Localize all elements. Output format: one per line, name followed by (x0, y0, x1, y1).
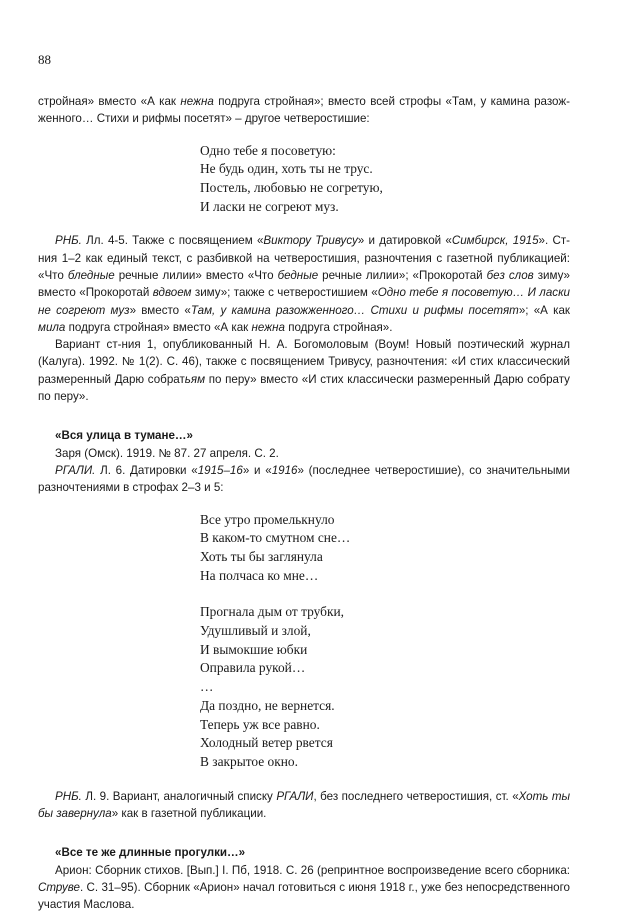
poem-line: В каком-то смутном сне… (200, 530, 351, 546)
text-run: » и датировкой « (357, 234, 452, 248)
poem-line: Все утро промелькнуло (200, 511, 335, 527)
text-run: зиму»; также с четверостишием « (191, 286, 378, 300)
text-run: подруга стройная» вместо «А как (65, 320, 252, 334)
poem-2 (200, 511, 570, 772)
text-run: женного… Стихи и рифмы посетят» – другое четверостишие: (38, 112, 370, 126)
italic-run: РГАЛИ (276, 789, 314, 803)
italic-run: нежна (180, 95, 214, 108)
text-run: Л. 9. Вариант, аналогичный списку (81, 789, 277, 803)
poem-line: … (200, 679, 214, 695)
text-run: . С. 31–95). Сборник «Арион» начал готовиться с июня 1918 г., уже без непосредственного участия Маслова. (38, 880, 570, 912)
poem-quatrain-1 (200, 142, 570, 217)
text-run: подруга стройная». (284, 320, 393, 334)
page-number: 88 (38, 52, 51, 67)
italic-run: РГАЛИ. (55, 463, 96, 477)
text-run: Арион: Сборник стихов. [Вып.] I. Пб, 1918. С. 26 (репринтное воспроизведение всего сборника: (55, 863, 570, 877)
text-run: по перу» вместо «И стих классически размеренный Дарю собрату по перу». (38, 372, 570, 404)
poem-line: На полчаса ко мне… (200, 567, 319, 583)
poem-stanza (200, 603, 570, 771)
poem-line: Да поздно, не вернется. (200, 697, 335, 713)
italic-run: бедные (277, 269, 319, 282)
page-body (38, 93, 570, 913)
paragraph-rgali (38, 462, 570, 497)
text-run: ». Ст-ния 1–2 как единый текст, с разбивкой на четверостишия, разночтения с газетной публикацией: «Что (38, 234, 570, 282)
italic-run: мила (38, 320, 66, 334)
text-run: » (последнее четверостишие), со значительными разночтениями в строфах 2–3 и 5: (38, 463, 570, 495)
poem-line: Постель, любовью не согретую, (200, 180, 383, 195)
text-run: речные лилии»; «Прокоротай (318, 269, 487, 282)
paragraph-variant-end (38, 93, 570, 128)
italic-run: Там, у камина разожженного… Стихи и рифмы посетят (190, 303, 519, 317)
poem-line: И вымокшие юбки (200, 641, 308, 657)
poem-line: Хоть ты бы заглянула (200, 548, 323, 564)
text-run: Вариант ст-ния 1, опубликованный Н. А. Богомоловым (Воум! Новый поэтический журнал (Калуга). 1992. № 1(2). С. 46), также с посвящением Тривусу, разночтения: «И стих классический размеренный Дарю собрат (38, 338, 570, 386)
section-heading-2: «Вся улица в тумане…» (55, 429, 193, 443)
text-run: подруга стройная»; вместо всей строфы «Там, у камина разож- (213, 95, 570, 108)
italic-run: Симбирск, 1915 (451, 234, 539, 248)
section-heading-3: «Все те же длинные прогулки…» (55, 846, 246, 860)
italic-run: РНБ. (55, 234, 82, 248)
poem-stanza (200, 142, 570, 217)
poem-line: Не будь один, хоть ты не трус. (200, 161, 373, 177)
text-run: зиму» вместо «Прокоротай (38, 269, 570, 300)
paragraph-arion (38, 862, 570, 913)
italic-run: нежна (251, 320, 285, 334)
poem-line: В закрытое окно. (200, 754, 298, 769)
poem-line: Прогнала дым от трубки, (200, 604, 344, 620)
text-run: »; «А как (518, 303, 570, 317)
paragraph-variant-1 (38, 336, 570, 405)
paragraph-rnb-2 (38, 788, 570, 823)
italic-run: бледные (67, 269, 115, 282)
poem-line: Одно тебе я посоветую: (200, 142, 336, 158)
italic-run: 1915–16 (197, 463, 243, 477)
text-run: , без последнего четверостишия, ст. « (313, 789, 519, 803)
poem-line: Оправила рукой… (200, 660, 306, 676)
text-run: речные лилии» вместо «Что (114, 269, 278, 282)
italic-run: Одно тебе я посоветую… И ласки не согреют муз (38, 286, 570, 317)
text-run: стройная» вместо «А как (38, 95, 181, 108)
poem-line: Удушливый и злой, (200, 623, 311, 639)
text-run: Л. 6. Датировки « (95, 463, 198, 477)
poem-line: Теперь уж все равно. (200, 716, 320, 732)
paragraph-rnb-1 (38, 232, 570, 336)
italic-run: ьям (184, 372, 206, 386)
text-run: » вместо « (129, 303, 191, 317)
text-run: » и « (242, 463, 272, 477)
text-run: » как в газетной публикации. (111, 807, 267, 820)
italic-run: Струве (38, 880, 81, 894)
paragraph-source: Заря (Омск). 1919. № 87. 27 апреля. С. 2. (55, 446, 279, 460)
italic-run: РНБ. (55, 789, 82, 803)
poem-stanza (200, 511, 570, 586)
italic-run: вдвоем (152, 286, 192, 300)
text-run: Лл. 4-5. Также с посвящением « (81, 234, 264, 248)
italic-run: Виктору Тривусу (263, 234, 358, 248)
italic-run: 1916 (271, 463, 298, 477)
italic-run: Хоть ты бы завернула (38, 789, 571, 820)
italic-run: без слов (486, 269, 534, 282)
poem-line: Холодный ветер рвется (200, 735, 333, 751)
poem-line: И ласки не согреют муз. (200, 198, 339, 214)
